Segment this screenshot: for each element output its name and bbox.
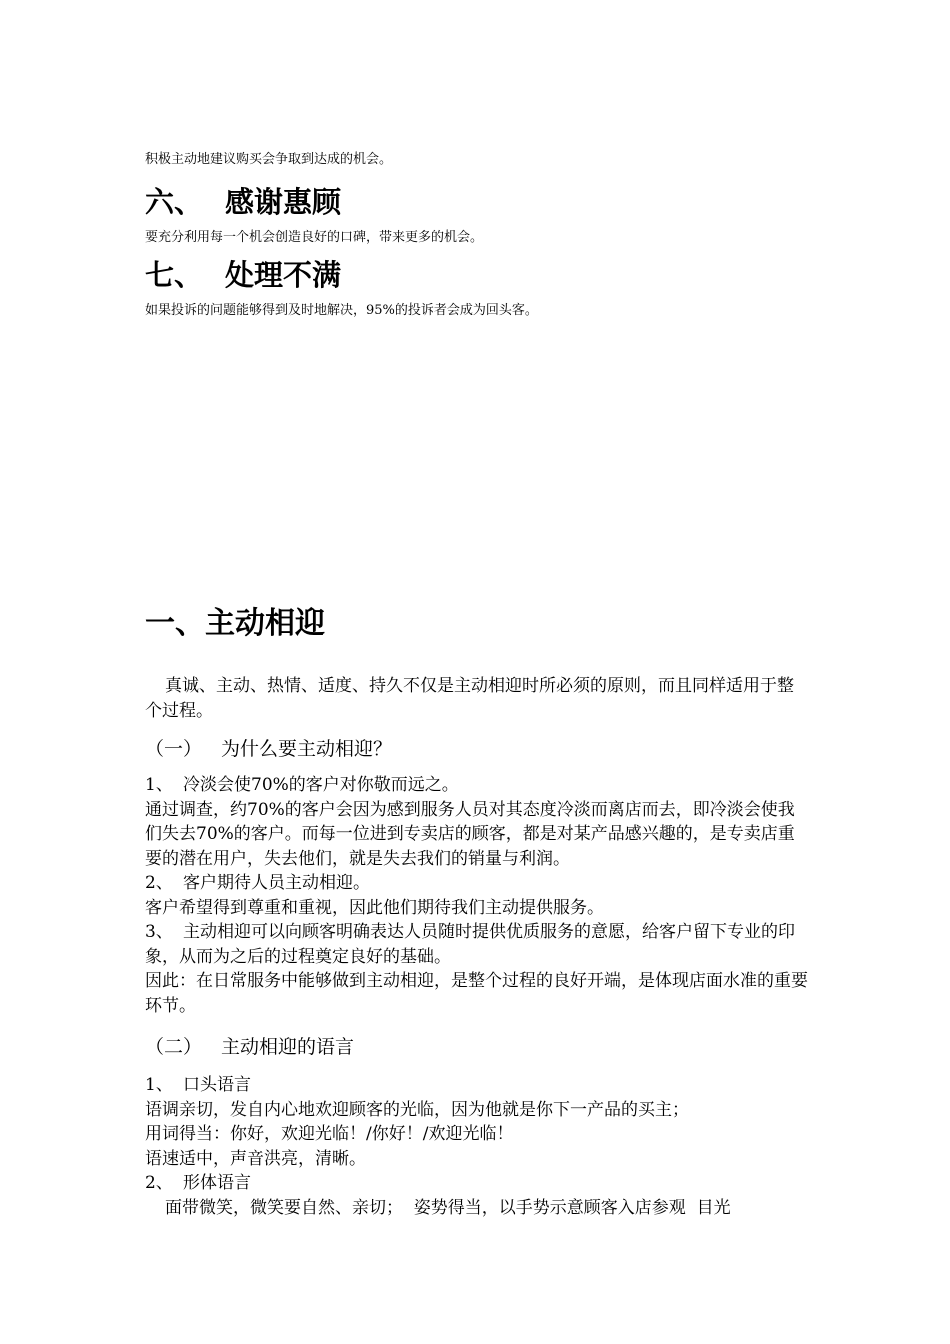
list-item [145,1171,810,1196]
heading-complaints [145,257,810,293]
list-item [145,773,810,798]
list-item [145,920,810,969]
heading-title: 感谢惠顾 [225,185,342,219]
heading-thanks [145,184,810,220]
section-title: 一、主动相迎 [145,606,325,641]
heading-title: 处理不满 [225,258,342,292]
paragraph-survey: 通过调查，约70%的客户会因为感到服务人员对其态度冷淡而离店而去，即冷淡会使我们失去70%的客户。而每一位进到专卖店的顾客，都是对某产品感兴趣的，是专卖店重要的潜在用户，失去他们，就是失去我们的销量与利润。 [145,799,795,869]
subheading-title: 主动相迎的语言 [221,1036,355,1058]
heading-number: 六、 [145,185,204,219]
paragraph-suggest-purchase: 积极主动地建议购买会争取到达成的机会。 [145,152,393,167]
paragraph-intro: 真诚、主动、热情、适度、持久不仅是主动相迎时所必须的原则，而且同样适用于整个过程。 [145,676,794,721]
subheading-number: （二） [145,1036,203,1058]
paragraph-therefore: 因此：在日常服务中能够做到主动相迎，是整个过程的良好开端，是体现店面水准的重要环节。 [145,971,808,1016]
list-item-text: 冷淡会使70%的客户对你敬而远之。 [183,775,459,795]
list-item-text: 口头语言 [183,1075,251,1095]
list-item-text: 主动相迎可以向顾客明确表达人员随时提供优质服务的意愿，给客户留下专业的印象，从而为之后的过程奠定良好的基础。 [145,922,795,967]
subheading-why [145,736,810,762]
list-item-text: 客户期待人员主动相迎。 [183,873,370,893]
paragraph-respect: 客户希望得到尊重和重视，因此他们期待我们主动提供服务。 [145,897,604,918]
paragraph-body-language: 面带微笑，微笑要自然、亲切； 姿势得当，以手势示意顾客入店参观 目光 [165,1197,731,1218]
subheading-number: （一） [145,738,203,760]
subheading-title: 为什么要主动相迎？ [221,738,393,760]
paragraph-complaints: 如果投诉的问题能够得到及时地解决，95%的投诉者会成为回头客。 [145,303,538,318]
list-item [145,1073,810,1098]
list-item-number: 2、 [145,1173,173,1193]
list-item-number: 2、 [145,873,173,893]
content-block-language [145,1073,810,1220]
content-block-why [145,773,810,1018]
heading-number: 七、 [145,258,204,292]
paragraph-speed: 语速适中，声音洪亮，清晰。 [145,1148,366,1169]
paragraph-tone: 语调亲切，发自内心地欢迎顾客的光临，因为他就是你下一产品的买主； [145,1099,689,1120]
list-item-number: 3、 [145,922,173,942]
list-item-text: 形体语言 [183,1173,251,1193]
paragraph-words: 用词得当：你好，欢迎光临！/你好！/欢迎光临！ [145,1124,514,1144]
list-item [145,871,810,896]
list-item-number: 1、 [145,775,173,795]
paragraph-word-of-mouth: 要充分利用每一个机会创造良好的口碑，带来更多的机会。 [145,230,484,245]
list-item-number: 1、 [145,1075,173,1095]
subheading-language [145,1034,810,1060]
